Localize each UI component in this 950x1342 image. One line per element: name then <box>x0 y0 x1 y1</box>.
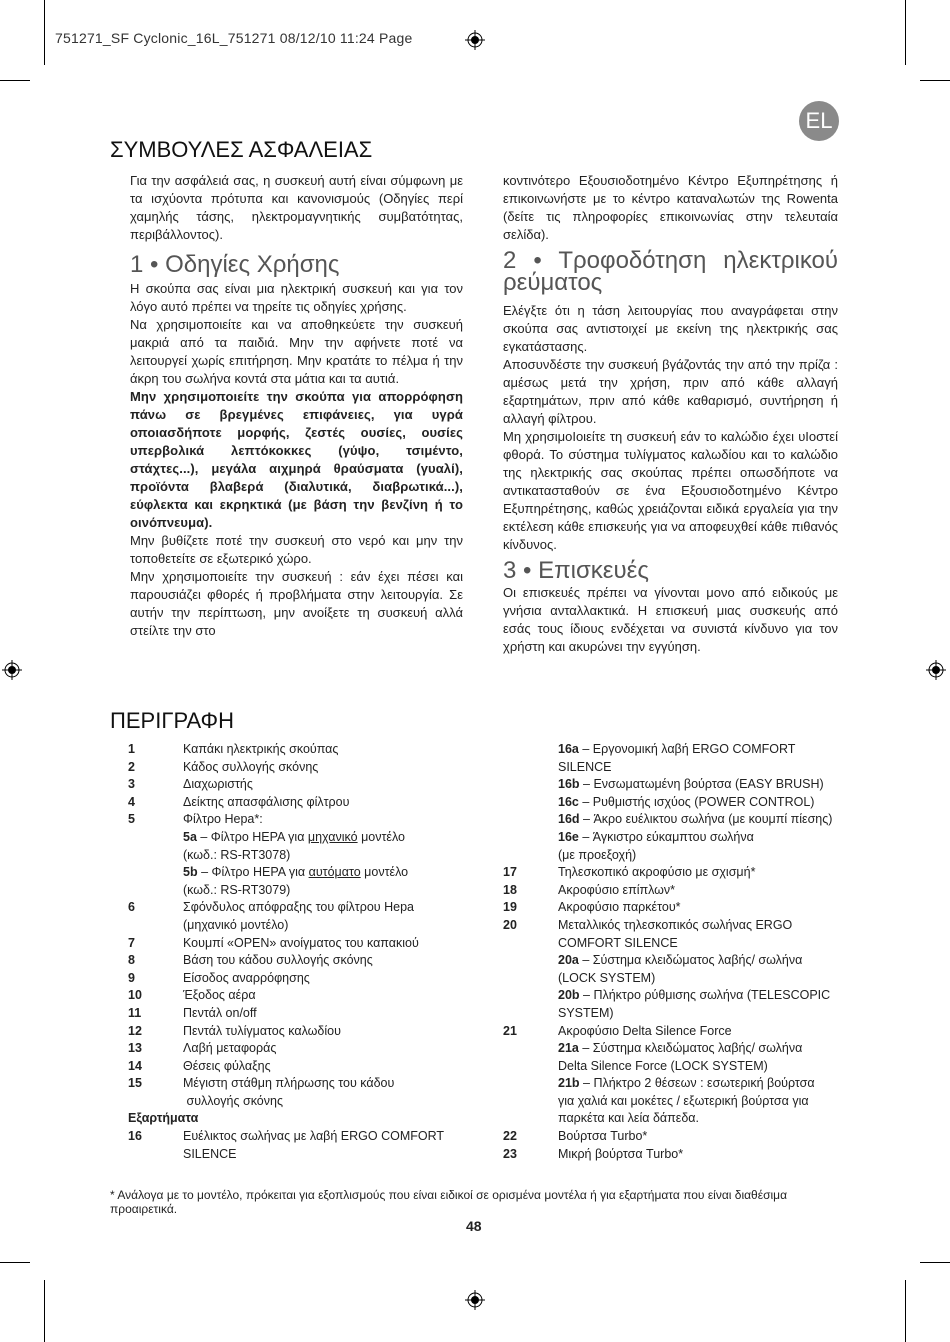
list-item <box>503 917 848 935</box>
section-1-paragraph: Η σκούπα σας είναι μια ηλεκτρική συσκευή και για τον λόγο αυτό πρέπει να τηρείτε τις οδηγίες χρήσης. <box>130 281 463 314</box>
section-3-paragraph: Οι επισκευές πρέπει να γίνονται μονο από ειδικούς με γνήσια ανταλλακτικά. Η επισκευή μιας συσκευής από εσάς τους ίδιους ενδέχεται να συνιστά κίνδυνο για τον χρήστη και ακυρώνει την εγγύηση. <box>503 585 838 654</box>
sub-item-text: – Πλήκτρο 2 θέσεων : εσωτερική βούρτσα <box>579 1076 815 1091</box>
safety-left-column <box>130 172 463 640</box>
list-item <box>128 882 488 900</box>
item-number <box>128 1093 183 1111</box>
item-number: 7 <box>128 935 135 950</box>
sub-item-code: 16e <box>558 829 579 844</box>
item-number <box>128 917 183 935</box>
list-item <box>503 864 848 882</box>
list-item <box>503 847 848 865</box>
sub-item <box>128 864 408 882</box>
sub-item-text: παρκέτα και λεία δάπεδα. <box>558 1111 699 1126</box>
sub-item-text: – Φίλτρο HEPA για <box>197 865 309 880</box>
list-item <box>128 759 488 777</box>
item-label: Έξοδος αέρα <box>183 988 256 1003</box>
sub-item <box>503 811 832 829</box>
item-label: Μικρή βούρτσα Turbo* <box>558 1146 684 1161</box>
sub-item-text: – Άγκιστρο εύκαμπτου σωλήνα <box>578 829 754 844</box>
list-item <box>128 1093 488 1111</box>
item-number: 15 <box>128 1076 142 1091</box>
sub-item-code: 20b <box>558 988 580 1003</box>
item-number: 13 <box>128 1041 142 1056</box>
list-item <box>128 1110 488 1128</box>
language-badge: EL <box>799 101 839 141</box>
item-label: Λαβή μεταφοράς <box>183 1041 277 1056</box>
sub-item-code: 5b <box>183 865 198 880</box>
item-label: Ακροφύσιο παρκέτου* <box>558 900 681 915</box>
parts-list-right <box>503 741 848 1163</box>
list-item <box>503 1146 848 1164</box>
sub-item-text: – Ρυθμιστής ισχύος (POWER CONTROL) <box>578 794 815 809</box>
sub-item <box>503 776 824 794</box>
sub-item-text: SILENCE <box>558 759 612 774</box>
page-number: 48 <box>466 1218 482 1234</box>
sub-item-text: (LOCK SYSTEM) <box>558 970 656 985</box>
sub-item-text: SYSTEM) <box>558 1005 614 1020</box>
sub-item <box>503 847 636 865</box>
item-label: Βάση του κάδου συλλογής σκόνης <box>183 953 373 968</box>
list-item <box>503 952 848 970</box>
item-label: συλλογής σκόνης <box>183 1093 283 1108</box>
section-1-title: 1 • Οδηγίες Χρήσης <box>130 251 340 278</box>
item-number <box>128 1146 183 1164</box>
item-number: 22 <box>503 1129 517 1144</box>
list-item <box>128 1128 488 1146</box>
crop-mark <box>0 1262 30 1263</box>
item-number: 8 <box>128 953 135 968</box>
list-item <box>128 1023 488 1041</box>
sub-item-code: 16c <box>558 794 579 809</box>
sub-item <box>503 987 830 1005</box>
item-number: 11 <box>128 1005 142 1020</box>
sub-item-underlined: αυτόματο <box>308 865 361 880</box>
item-number: 10 <box>128 988 142 1003</box>
item-number <box>503 935 558 953</box>
registration-mark-icon <box>465 1290 485 1310</box>
list-item <box>128 1040 488 1058</box>
sub-item-text: Delta Silence Force (LOCK SYSTEM) <box>558 1058 768 1073</box>
section-1-paragraph: Να χρησιμοποιείτε και να αποθηκεύετε την συσκευή μακριά από τα παιδιά. Μην την αφήνετε ποτέ να λειτουργεί χωρίς επιτήρηση. Μην κρατάτε το πέλμα ή την άκρη του σωλήνα κοντά στα μάτια και τα αυτιά. <box>130 317 463 386</box>
sub-item-text: για χαλιά και μοκέτες / εξωτερική βούρτσα για <box>558 1093 809 1108</box>
section-1-warning: Μην χρησιμοποιείτε την σκούπα για απορρόφηση πάνω σε βρεγμένες επιφάνειες, για υγρά οποιασδήποτε μορφής, ζεστές ουσίες, ουσίες υπερβολικά λεπτόκοκκες (γύψο, τσιμέντο, στάχτες...), μεγάλα αιχμηρά θραύσματα (γυαλί), προϊόντα βλαβερά (διαλυτικά, διαβρωτικά...), εύφλεκτα και εκρηκτικά (με βάση την βενζίνη ή το οινόπνευμα). <box>130 389 463 530</box>
sub-item <box>503 759 612 777</box>
list-item <box>128 829 488 847</box>
item-label: Πεντάλ τυλίγματος καλωδίου <box>183 1023 341 1038</box>
list-item <box>128 1146 488 1164</box>
item-label: Ακροφύσιο επίπλων* <box>558 882 676 897</box>
sub-item <box>503 952 802 970</box>
sub-item-text: – Άκρο ευέλικτου σωλήνα (με κουμπί πίεσης) <box>579 812 833 827</box>
crop-mark <box>44 1280 45 1342</box>
list-item <box>503 1128 848 1146</box>
sub-item <box>503 1005 614 1023</box>
item-label: Τηλεσκοπικό ακροφύσιο με σχισμή* <box>558 865 756 880</box>
list-item <box>503 776 848 794</box>
item-number: 21 <box>503 1023 517 1038</box>
list-item <box>128 741 488 759</box>
list-item <box>128 952 488 970</box>
sub-item <box>503 1093 809 1111</box>
sub-item-text: (με προεξοχή) <box>558 847 637 862</box>
item-label: Ακροφύσιο Delta Silence Force <box>558 1023 732 1038</box>
sub-item-text: – Ενσωματωμένη βούρτσα (EASY BRUSH) <box>579 777 824 792</box>
sub-item <box>128 882 290 900</box>
item-label: Δείκτης απασφάλισης φίλτρου <box>183 794 350 809</box>
list-item <box>503 1075 848 1093</box>
list-item <box>128 794 488 812</box>
item-label: Καπάκι ηλεκτρικής σκούπας <box>183 742 339 756</box>
list-item <box>128 1075 488 1093</box>
description-title: ΠΕΡΙΓΡΑΦΗ <box>110 708 234 733</box>
sub-item-underlined: μηχανικό <box>307 829 358 844</box>
list-item <box>503 759 848 777</box>
list-item <box>503 935 848 953</box>
sub-item-code: 21b <box>558 1076 580 1091</box>
sub-item-code: 16b <box>558 777 580 792</box>
item-label: SILENCE <box>183 1146 237 1161</box>
print-header: 751271_SF Cyclonic_16L_751271 08/12/10 11:24 Page <box>55 30 413 46</box>
registration-mark-icon <box>926 660 946 680</box>
list-item <box>503 1005 848 1023</box>
list-item <box>128 987 488 1005</box>
sub-item <box>503 794 814 812</box>
list-item <box>503 970 848 988</box>
item-label: Ευέλικτος σωλήνας με λαβή ERGO COMFORT <box>183 1129 445 1144</box>
list-item <box>503 1110 848 1128</box>
item-number: 18 <box>503 882 517 897</box>
item-number: 19 <box>503 900 517 915</box>
list-item <box>503 1093 848 1111</box>
list-item <box>503 882 848 900</box>
sub-item <box>503 970 655 988</box>
item-label: Κάδος συλλογής σκόνης <box>183 759 319 774</box>
list-item <box>503 811 848 829</box>
sub-item-code: 16d <box>558 812 580 827</box>
list-item <box>503 741 848 759</box>
sub-item-code: 20a <box>558 953 579 968</box>
list-item <box>503 794 848 812</box>
item-number: 6 <box>128 900 135 915</box>
item-label: (μηχανικό μοντέλο) <box>183 917 289 932</box>
accessories-heading: Εξαρτήματα <box>128 1111 199 1126</box>
section-2-title: 2 • Τροφοδότηση ηλεκτρικού ρεύματος <box>503 247 838 296</box>
sub-item <box>128 829 405 847</box>
sub-item-text: (κωδ.: RS-RT3079) <box>183 882 291 897</box>
list-item <box>128 811 488 829</box>
sub-item-text: μοντέλο <box>360 865 409 880</box>
crop-mark <box>920 80 950 81</box>
item-label: Βούρτσα Turbo* <box>558 1129 648 1144</box>
section-2-paragraph: Μη χρησιμοΙοιείτε τη συσκευή εάν το καλώδιο έχει υΙοστεί φθορά. Το σύστημα τυλίγματος καλωδίου και το καλώδιο της ηλεκτρικής σας σκούπας πρέπει οπωσδήποτε να αντικατασταθούν σε ένα Εξουσιοδοτημένο Κέντρο Εξυπηρέτησης, καθώς χρειάζονται ειδικά εργαλεία για την εκτέλεση κάθε επισκευής για να αποφευχθεί κάθε πιθανός κίνδυνος. <box>503 429 838 552</box>
sub-item-code: 16a <box>558 742 579 756</box>
item-number: 17 <box>503 865 517 880</box>
item-number: 1 <box>128 742 135 756</box>
registration-mark-icon <box>2 660 22 680</box>
list-item <box>128 970 488 988</box>
crop-mark <box>44 0 45 65</box>
sub-item <box>503 741 795 759</box>
sub-item-text: μοντέλο <box>357 829 405 844</box>
sub-item <box>503 1040 802 1058</box>
section-2-paragraph: Ελέγξτε ότι η τάση λειτουργίας που αναγράφεται στην σκούπα σας αντιστοιχεί με εκείνη της ηλεκτρικής σας εγκατάστασης. <box>503 303 838 354</box>
item-label: Κουμπί «OPEN» ανοίγματος του καπακιού <box>183 935 419 950</box>
item-label: Θέσεις φύλαξης <box>183 1058 271 1073</box>
continued-paragraph: κοντινότερο Εξουσιοδοτημένο Κέντρο Εξυπηρέτησης ή επικοινωνήστε με το κέντρο καταναλωτών της Rowenta (δείτε τις πληροφορίες επικοινωνίας στην τελευταία σελίδα). <box>503 173 838 242</box>
item-label: COMFORT SILENCE <box>558 935 678 950</box>
registration-mark-icon <box>465 30 485 50</box>
list-item <box>128 776 488 794</box>
item-number: 3 <box>128 777 135 792</box>
sub-item <box>503 1110 699 1128</box>
safety-right-column <box>503 172 838 656</box>
item-label: Φίλτρο Hepa*: <box>183 812 263 827</box>
list-item <box>503 899 848 917</box>
item-number: 23 <box>503 1146 517 1161</box>
list-item <box>503 1040 848 1058</box>
item-number: 2 <box>128 759 135 774</box>
item-label: Είσοδος αναρρόφησης <box>183 970 310 985</box>
footnote: * Ανάλογα με το μοντέλο, πρόκειται για εξοπλισμούς που είναι ειδικοί σε ορισμένα μοντέλα ή για εξαρτήματα που είναι διαθέσιμα προαιρετικά. <box>110 1188 788 1216</box>
sub-item-text: – Φίλτρο HEPA για <box>196 829 308 844</box>
sub-item <box>503 1075 815 1093</box>
item-label: Σφόνδυλος απόφραξης του φίλτρου Hepa <box>183 900 414 915</box>
list-item <box>128 847 488 865</box>
item-number: 14 <box>128 1058 142 1073</box>
list-item <box>503 987 848 1005</box>
sub-item <box>128 847 290 865</box>
item-label: Μεταλλικός τηλεσκοπικός σωλήνας ERGO <box>558 917 793 932</box>
item-label: Διαχωριστής <box>183 777 253 792</box>
list-item <box>128 899 488 917</box>
sub-item-text: – Σύστημα κλειδώματος λαβής/ σωλήνα <box>578 953 803 968</box>
safety-intro: Για την ασφάλειά σας, η συσκευή αυτή είναι σύμφωνη με τα ισχύοντα πρότυπα και κανονισμούς (Οδηγίες περί χαμηλής τάσης, ηλεκτρομαγνητικής συμβατότητας, περιβάλλοντος). <box>130 173 463 242</box>
item-label: Μέγιστη στάθμη πλήρωσης του κάδου <box>183 1076 395 1091</box>
list-item <box>503 1058 848 1076</box>
sub-item <box>503 829 754 847</box>
safety-title: ΣΥΜΒΟΥΛΕΣ ΑΣΦΑΛΕΙΑΣ <box>110 137 373 162</box>
item-number: 4 <box>128 794 135 809</box>
sub-item-code: 5a <box>183 829 197 844</box>
item-label: Πεντάλ on/off <box>183 1005 257 1020</box>
section-1-paragraph: Μην βυθίζετε ποτέ την συσκευή στο νερό και μην την τοποθετείτε σε εξωτερικό χώρο. <box>130 533 463 566</box>
parts-list-left <box>128 741 488 1163</box>
list-item <box>503 829 848 847</box>
list-item <box>128 864 488 882</box>
sub-item-text: (κωδ.: RS-RT3078) <box>183 847 291 862</box>
list-item <box>128 1005 488 1023</box>
section-2-paragraph: Αποσυνδέστε την συσκευή βγάζοντάς την από την πρίζα : αμέσως μετά την χρήση, πριν από κάθε αλλαγή εξαρτημάτων, πριν από κάθε καθαρισμό, συντήρηση ή αλλαγή φίλτρου. <box>503 357 838 426</box>
sub-item-text: – Πλήκτρο ρύθμισης σωλήνα (TELESCOPIC <box>579 988 831 1003</box>
list-item <box>128 1058 488 1076</box>
sub-item-code: 21a <box>558 1041 579 1056</box>
sub-item-text: – Σύστημα κλειδώματος λαβής/ σωλήνα <box>578 1041 803 1056</box>
sub-item <box>503 1058 768 1076</box>
crop-mark <box>905 1280 906 1342</box>
sub-item-text: – Εργονομική λαβή ERGO COMFORT <box>578 742 796 756</box>
item-number: 5 <box>128 812 135 827</box>
list-item <box>128 935 488 953</box>
item-number: 9 <box>128 970 135 985</box>
item-number: 20 <box>503 917 517 932</box>
crop-mark <box>0 80 30 81</box>
list-item <box>503 1023 848 1041</box>
crop-mark <box>905 0 906 65</box>
section-3-title: 3 • Επισκευές <box>503 557 649 584</box>
list-item <box>128 917 488 935</box>
crop-mark <box>920 1262 950 1263</box>
section-1-paragraph: Μην χρησιμοποιείτε την συσκευή : εάν έχει πέσει και παρουσιάζει φθορές ή προβλήματα στην λειτουργία. Σε αυτήν την περίπτωση, μην ανοίξετε τη συσκευή αλλά στείλτε την στο <box>130 569 463 638</box>
item-number: 16 <box>128 1129 142 1144</box>
item-number: 12 <box>128 1023 142 1038</box>
